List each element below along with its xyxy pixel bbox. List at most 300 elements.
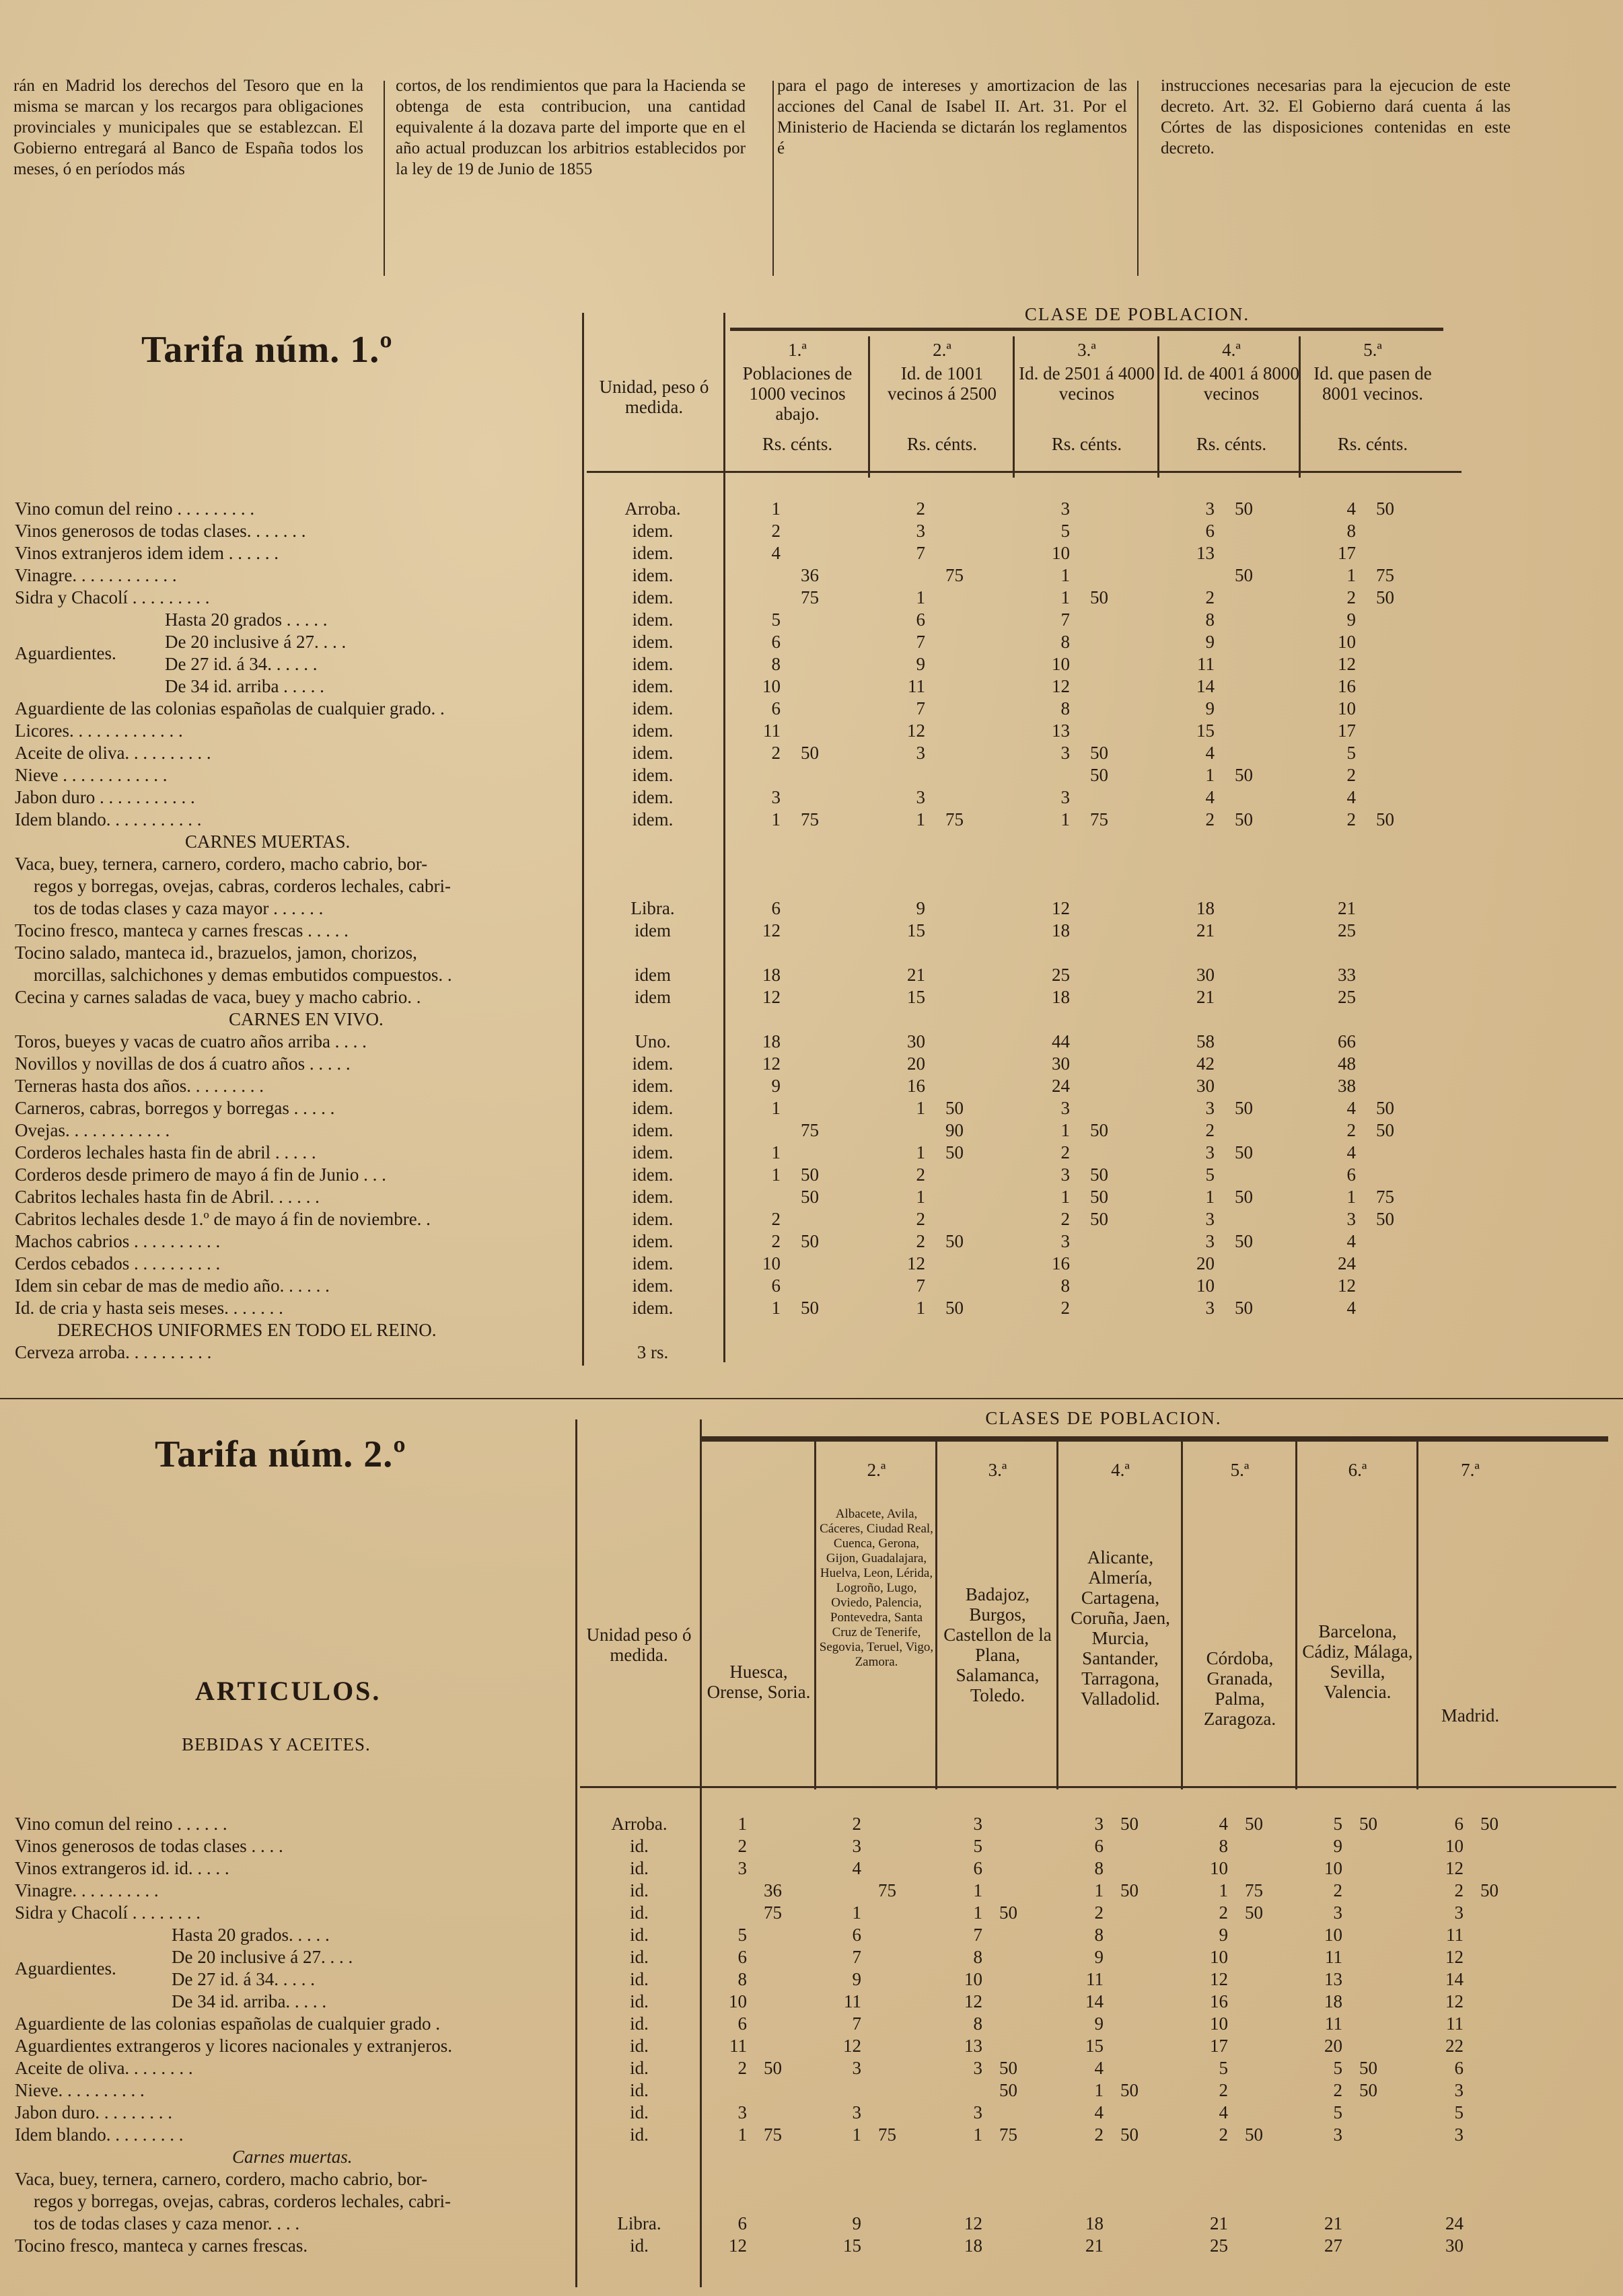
table-rule <box>575 1419 577 2287</box>
value-reales: 5 <box>1060 521 1070 541</box>
unit-cell: idem. <box>632 1187 674 1207</box>
row-label: Cerdos cebados . . . . . . . . . . <box>15 1253 221 1273</box>
value-reales: 2 <box>916 1164 925 1185</box>
value-reales: 11 <box>729 2036 747 2056</box>
value-reales: 1 <box>1219 1880 1228 1900</box>
row-label: Cecina y carnes saladas de vaca, buey y macho cabrio. . <box>15 987 421 1007</box>
unit-cell: id. <box>630 2124 649 2145</box>
unit-cell: idem <box>635 965 671 985</box>
value-centimos: 50 <box>1235 809 1253 829</box>
value-reales: 21 <box>1324 2213 1342 2233</box>
value-reales: 21 <box>1338 898 1356 918</box>
value-centimos: 50 <box>1090 1187 1108 1207</box>
row-label: Tocino fresco, manteca y carnes frescas. <box>15 2235 308 2256</box>
row-label: Id. de cria y hasta seis meses. . . . . . . <box>15 1298 283 1318</box>
unit-cell: Arroba. <box>611 1814 668 1834</box>
class-cities: Madrid. <box>1441 1705 1500 1726</box>
unit-cell: idem. <box>632 1231 674 1251</box>
unit-cell: idem. <box>632 1076 674 1096</box>
value-reales: 3 <box>1205 1142 1215 1162</box>
value-reales: 3 <box>916 787 925 807</box>
value-reales: 24 <box>1338 1253 1356 1273</box>
value-centimos: 50 <box>801 1164 819 1185</box>
row-label: Cerveza arroba. . . . . . . . . . <box>15 1342 212 1362</box>
value-reales: 2 <box>1205 587 1215 607</box>
value-reales: 1 <box>852 2124 861 2145</box>
value-reales: 16 <box>1338 676 1356 696</box>
value-reales: 9 <box>1094 1947 1104 1967</box>
row-label: De 27 id. á 34. . . . . <box>172 1969 315 1989</box>
value-reales: 3 <box>1060 787 1070 807</box>
value-centimos: 50 <box>1235 498 1253 519</box>
value-reales: 9 <box>1205 698 1215 718</box>
value-reales: 18 <box>1052 920 1070 940</box>
value-reales: 11 <box>1446 2013 1464 2034</box>
row-label: Aguardientes extrangeros y licores nacionales y extranjeros. <box>15 2036 453 2056</box>
value-centimos: 50 <box>801 1298 819 1318</box>
unit-cell: idem. <box>632 765 674 785</box>
value-centimos: 50 <box>1120 2124 1139 2145</box>
value-reales: 3 <box>1333 1902 1342 1923</box>
table-rule <box>723 313 725 1362</box>
row-label: Novillos y novillas de dos á cuatro años . . . . . <box>15 1053 351 1074</box>
value-reales: 66 <box>1338 1031 1356 1051</box>
value-reales: 21 <box>1196 920 1215 940</box>
class-number: 2.ª <box>867 1460 886 1480</box>
unit-cell: idem. <box>632 1253 674 1273</box>
value-reales: 3 <box>852 1836 861 1856</box>
value-reales: 1 <box>737 2124 747 2145</box>
unit-cell: idem. <box>632 565 674 585</box>
row-label: Hasta 20 grados. . . . . <box>172 1925 330 1945</box>
value-reales: 5 <box>1333 2058 1342 2078</box>
value-reales: 2 <box>916 498 925 519</box>
value-reales: 12 <box>762 920 781 940</box>
value-reales: 1 <box>973 1880 982 1900</box>
value-reales: 6 <box>771 632 781 652</box>
value-reales: 10 <box>1052 543 1070 563</box>
value-centimos: 50 <box>1480 1880 1499 1900</box>
table-rule <box>580 1786 1616 1788</box>
table-rule <box>814 1440 816 1789</box>
value-centimos: 50 <box>1359 2058 1377 2078</box>
class-number: 6.ª <box>1348 1460 1367 1480</box>
value-reales: 5 <box>1205 1164 1215 1185</box>
value-reales: 5 <box>1333 1814 1342 1834</box>
row-label: Idem blando. . . . . . . . . <box>15 2124 184 2145</box>
value-centimos: 50 <box>764 2058 782 2078</box>
currency-unit: Rs. cénts. <box>762 434 833 454</box>
row-label: Vinos generosos de todas clases . . . . <box>15 1836 283 1856</box>
value-reales: 7 <box>1060 609 1070 630</box>
value-reales: 3 <box>1205 1098 1215 1118</box>
value-centimos: 50 <box>1376 1098 1394 1118</box>
value-reales: 1 <box>771 1142 781 1162</box>
row-label: Machos cabrios . . . . . . . . . . <box>15 1231 221 1251</box>
unit-cell: id. <box>630 2080 649 2100</box>
value-reales: 25 <box>1052 965 1070 985</box>
class-cities: Albacete, Avila, Cáceres, Ciudad Real, Cuenca, Gerona, Gijon, Guadalajara, Huelva, Leon, Lérida, Logroño, Lugo, Oviedo, Palencia, Pontevedra, Santa Cruz de Tenerife, Segovia, Teruel, Vigo, Zamora. <box>819 1507 934 1669</box>
value-reales: 1 <box>771 1298 781 1318</box>
value-reales: 4 <box>1219 2102 1228 2122</box>
value-reales: 1 <box>916 1298 925 1318</box>
value-centimos: 50 <box>1235 1231 1253 1251</box>
value-reales: 2 <box>1346 765 1356 785</box>
value-centimos: 75 <box>1090 809 1108 829</box>
value-reales: 3 <box>737 1858 747 1878</box>
value-reales: 3 <box>1060 1231 1070 1251</box>
value-reales: 48 <box>1338 1053 1356 1074</box>
value-reales: 6 <box>737 2013 747 2034</box>
value-reales: 6 <box>1454 1814 1464 1834</box>
value-reales: 12 <box>1210 1969 1228 1989</box>
value-reales: 3 <box>1205 1231 1215 1251</box>
value-reales: 25 <box>1338 987 1356 1007</box>
table-rule <box>1157 336 1159 478</box>
value-reales: 3 <box>771 787 781 807</box>
value-reales: 10 <box>1052 654 1070 674</box>
value-centimos: 50 <box>1120 1814 1139 1834</box>
currency-unit: Rs. cénts. <box>1196 434 1267 454</box>
value-reales: 2 <box>771 521 781 541</box>
value-reales: 16 <box>1052 1253 1070 1273</box>
value-reales: 16 <box>907 1076 925 1096</box>
value-reales: 1 <box>1060 1187 1070 1207</box>
value-reales: 17 <box>1338 720 1356 741</box>
value-reales: 3 <box>1060 1098 1070 1118</box>
aguardientes-label: Aguardientes. <box>15 642 116 663</box>
class-cities: Córdoba, Granada, Palma, Zaragoza. <box>1203 1648 1276 1729</box>
value-reales: 2 <box>737 1836 747 1856</box>
value-reales: 2 <box>771 1231 781 1251</box>
value-reales: 1 <box>916 809 925 829</box>
value-reales: 9 <box>916 898 925 918</box>
value-reales: 9 <box>1219 1925 1228 1945</box>
value-reales: 4 <box>1205 743 1215 763</box>
value-reales: 8 <box>1094 1925 1104 1945</box>
value-reales: 8 <box>973 1947 982 1967</box>
value-reales: 6 <box>852 1925 861 1945</box>
bebidas-heading: BEBIDAS Y ACEITES. <box>182 1734 371 1754</box>
value-reales: 1 <box>1205 1187 1215 1207</box>
value-centimos: 50 <box>1120 2080 1139 2100</box>
value-reales: 15 <box>1196 720 1215 741</box>
class-description: Id. de 4001 á 8000 vecinos <box>1163 363 1299 404</box>
value-reales: 3 <box>916 743 925 763</box>
value-centimos: 50 <box>1235 1187 1253 1207</box>
unit-cell: idem. <box>632 609 674 630</box>
value-reales: 6 <box>1205 521 1215 541</box>
value-reales: 1 <box>771 809 781 829</box>
row-label: morcillas, salchichones y demas embutidos compuestos. . <box>34 965 452 985</box>
value-reales: 30 <box>1052 1053 1070 1074</box>
table-rule <box>730 328 1443 331</box>
currency-unit: Rs. cénts. <box>1337 434 1408 454</box>
row-label: Vino comun del reino . . . . . . <box>15 1814 227 1834</box>
currency-unit: Rs. cénts. <box>906 434 978 454</box>
value-reales: 3 <box>1060 498 1070 519</box>
top-text-col-4: instrucciones necesarias para la ejecucion de este decreto. Art. 32. El Gobierno dará cuenta á las Córtes de las disposiciones contenidas en este decreto. <box>1161 77 1511 157</box>
value-reales: 12 <box>1338 654 1356 674</box>
table-rule <box>1181 1440 1183 1789</box>
value-reales: 1 <box>771 498 781 519</box>
row-label: Carneros, cabras, borregos y borregas . . . . . <box>15 1098 335 1118</box>
value-reales: 14 <box>1445 1969 1464 1989</box>
value-reales: 7 <box>916 543 925 563</box>
value-reales: 8 <box>771 654 781 674</box>
value-reales: 2 <box>916 1231 925 1251</box>
unit-cell: idem. <box>632 743 674 763</box>
row-label: tos de todas clases y caza menor. . . . <box>34 2213 300 2233</box>
unit-cell: idem. <box>632 1275 674 1296</box>
tarifa-1-title: Tarifa núm. 1.º <box>141 329 393 371</box>
value-reales: 5 <box>1219 2058 1228 2078</box>
class-description: Id. de 2501 á 4000 vecinos <box>1019 363 1155 404</box>
column-rule <box>384 81 385 276</box>
value-reales: 9 <box>852 2213 861 2233</box>
value-centimos: 50 <box>945 1142 964 1162</box>
value-reales: 6 <box>973 1858 982 1878</box>
value-reales: 4 <box>1346 1298 1356 1318</box>
value-reales: 6 <box>737 2213 747 2233</box>
value-reales: 27 <box>1324 2235 1342 2256</box>
value-reales: 13 <box>964 2036 982 2056</box>
value-reales: 2 <box>1094 2124 1104 2145</box>
value-reales: 12 <box>907 720 925 741</box>
value-reales: 3 <box>1094 1814 1104 1834</box>
value-centimos: 75 <box>999 2124 1017 2145</box>
row-label: Jabon duro. . . . . . . . . <box>15 2102 172 2122</box>
value-reales: 12 <box>1052 676 1070 696</box>
value-reales: 10 <box>1324 1925 1342 1945</box>
value-reales: 18 <box>964 2235 982 2256</box>
top-text-block <box>13 75 1511 230</box>
value-reales: 4 <box>852 1858 861 1878</box>
value-reales: 2 <box>1205 809 1215 829</box>
value-reales: 4 <box>1094 2058 1104 2078</box>
value-reales: 1 <box>1060 587 1070 607</box>
table-rule <box>587 471 1462 473</box>
value-reales: 10 <box>762 676 781 696</box>
value-reales: 5 <box>1333 2102 1342 2122</box>
value-reales: 12 <box>1445 1947 1464 1967</box>
value-centimos: 50 <box>1090 743 1108 763</box>
value-reales: 3 <box>1454 2080 1464 2100</box>
value-reales: 4 <box>1205 787 1215 807</box>
table-rule <box>1056 1440 1058 1789</box>
value-centimos: 50 <box>1235 765 1253 785</box>
row-label: Vino comun del reino . . . . . . . . . <box>15 498 255 519</box>
value-reales: 9 <box>1205 632 1215 652</box>
value-reales: 12 <box>964 1991 982 2011</box>
row-label: Vaca, buey, ternera, carnero, cordero, macho cabrio, bor- <box>15 854 428 874</box>
class-cities: Alicante, Almería, Cartagena, Coruña, Jaen, Murcia, Santander, Tarragona, Valladolid. <box>1071 1547 1170 1709</box>
unit-cell: id. <box>630 2036 649 2056</box>
section-title: CARNES EN VIVO. <box>229 1009 384 1029</box>
value-centimos: 50 <box>1090 587 1108 607</box>
value-reales: 2 <box>1219 1902 1228 1923</box>
unit-cell: idem. <box>632 1209 674 1229</box>
value-reales: 2 <box>771 743 781 763</box>
unit-cell: idem. <box>632 1098 674 1118</box>
value-centimos: 50 <box>1235 1142 1253 1162</box>
table-rule <box>1013 336 1015 478</box>
value-reales: 20 <box>907 1053 925 1074</box>
value-reales: 21 <box>907 965 925 985</box>
value-reales: 11 <box>1446 1925 1464 1945</box>
unit-cell: id. <box>630 1925 649 1945</box>
value-reales: 3 <box>916 521 925 541</box>
value-reales: 1 <box>1060 565 1070 585</box>
row-label: Aguardiente de las colonias españolas de cualquier grado . <box>15 2013 441 2034</box>
value-reales: 6 <box>737 1947 747 1967</box>
value-reales: 2 <box>1346 1120 1356 1140</box>
value-reales: 12 <box>762 1053 781 1074</box>
value-reales: 15 <box>907 920 925 940</box>
value-reales: 2 <box>1060 1209 1070 1229</box>
row-label: Cabritos lechales hasta fin de Abril. . . . . . <box>15 1187 320 1207</box>
row-label: Vaca, buey, ternera, carnero, cordero, macho cabrio, bor- <box>15 2169 428 2189</box>
value-centimos: 50 <box>1090 1120 1108 1140</box>
value-reales: 42 <box>1196 1053 1215 1074</box>
value-reales: 2 <box>916 1209 925 1229</box>
value-reales: 15 <box>907 987 925 1007</box>
value-centimos: 50 <box>1235 1098 1253 1118</box>
class-number: 4.ª <box>1222 340 1241 360</box>
unit-cell: idem. <box>632 1120 674 1140</box>
row-label: Vinagre. . . . . . . . . . <box>15 1880 159 1900</box>
class-number: 5.ª <box>1363 340 1382 360</box>
value-reales: 2 <box>1219 2080 1228 2100</box>
value-reales: 6 <box>771 898 781 918</box>
value-centimos: 50 <box>1245 2124 1263 2145</box>
value-reales: 6 <box>771 698 781 718</box>
row-label: Idem sin cebar de mas de medio año. . . . . . <box>15 1275 330 1296</box>
table-rule <box>868 336 870 478</box>
value-reales: 1 <box>1094 1880 1104 1900</box>
value-reales: 1 <box>1094 2080 1104 2100</box>
value-reales: 8 <box>973 2013 982 2034</box>
value-centimos: 75 <box>1245 1880 1263 1900</box>
table-rule <box>0 1398 1623 1399</box>
class-number: 3.ª <box>1077 340 1096 360</box>
value-reales: 10 <box>762 1253 781 1273</box>
value-reales: 18 <box>762 1031 781 1051</box>
value-reales: 3 <box>1205 1298 1215 1318</box>
value-reales: 12 <box>907 1253 925 1273</box>
value-centimos: 50 <box>945 1098 964 1118</box>
row-label: Cabritos lechales desde 1.º de mayo á fin de noviembre. . <box>15 1209 431 1229</box>
class-number: 5.ª <box>1230 1460 1250 1480</box>
class-cities: Badajoz, Burgos, Castellon de la Plana, Salamanca, Toledo. <box>943 1584 1052 1705</box>
value-reales: 11 <box>763 720 781 741</box>
value-reales: 3 <box>1205 1209 1215 1229</box>
value-centimos: 50 <box>801 1187 819 1207</box>
value-reales: 2 <box>1060 1298 1070 1318</box>
value-reales: 10 <box>964 1969 982 1989</box>
unit-cell: id. <box>630 1836 649 1856</box>
value-reales: 4 <box>1346 787 1356 807</box>
class-cities: Barcelona, Cádiz, Málaga, Sevilla, Valencia. <box>1302 1621 1413 1702</box>
value-reales: 6 <box>1454 2058 1464 2078</box>
value-reales: 10 <box>1196 1275 1215 1296</box>
value-centimos: 50 <box>1235 565 1253 585</box>
unit-cell: id. <box>630 1991 649 2011</box>
row-label: Jabon duro . . . . . . . . . . . <box>15 787 195 807</box>
value-reales: 3 <box>973 1814 982 1834</box>
class-number: 2.ª <box>933 340 951 360</box>
value-reales: 1 <box>852 1902 861 1923</box>
aguardientes-label: Aguardientes. <box>15 1958 116 1978</box>
unit-cell: id. <box>630 1880 649 1900</box>
value-reales: 3 <box>1333 2124 1342 2145</box>
value-centimos: 90 <box>945 1120 964 1140</box>
value-reales: 12 <box>729 2235 747 2256</box>
value-centimos: 36 <box>764 1880 782 1900</box>
value-reales: 3 <box>852 2102 861 2122</box>
class-number: 4.ª <box>1111 1460 1130 1480</box>
unit-cell: idem. <box>632 521 674 541</box>
value-reales: 11 <box>1325 1947 1342 1967</box>
value-reales: 1 <box>1346 1187 1356 1207</box>
row-label: Nieve. . . . . . . . . . <box>15 2080 145 2100</box>
value-reales: 17 <box>1338 543 1356 563</box>
value-reales: 14 <box>1196 676 1215 696</box>
top-text-col-1: rán en Madrid los derechos del Tesoro que en la misma se marcan y los recargos para obligaciones provinciales y municipales que se establezcan. El Gobierno entregará al Banco de España todos los meses, ó en períodos más <box>13 77 363 178</box>
value-reales: 14 <box>1085 1991 1104 2011</box>
value-reales: 12 <box>1445 1991 1464 2011</box>
section-title: Carnes muertas. <box>232 2147 353 2167</box>
row-label: Tocino salado, manteca id., brazuelos, jamon, chorizos, <box>15 942 417 963</box>
value-reales: 4 <box>1346 1098 1356 1118</box>
value-reales: 15 <box>843 2235 861 2256</box>
value-centimos: 50 <box>945 1298 964 1318</box>
column-rule <box>772 81 774 276</box>
value-reales: 3 <box>973 2058 982 2078</box>
value-centimos: 50 <box>1376 498 1394 519</box>
row-label: Aceite de oliva. . . . . . . . . . <box>15 743 211 763</box>
value-reales: 30 <box>1196 1076 1215 1096</box>
unit-cell: idem. <box>632 587 674 607</box>
unit-cell: idem. <box>632 1053 674 1074</box>
value-reales: 3 <box>1454 1902 1464 1923</box>
value-reales: 7 <box>916 1275 925 1296</box>
value-reales: 11 <box>1197 654 1215 674</box>
value-reales: 21 <box>1210 2213 1228 2233</box>
value-reales: 7 <box>973 1925 982 1945</box>
value-reales: 5 <box>771 609 781 630</box>
value-reales: 2 <box>1333 2080 1342 2100</box>
row-label: De 20 inclusive á 27. . . . <box>165 632 347 652</box>
row-label: Vinagre. . . . . . . . . . . . <box>15 565 177 585</box>
value-reales: 2 <box>1219 2124 1228 2145</box>
value-reales: 12 <box>762 987 781 1007</box>
value-reales: 3 <box>1060 743 1070 763</box>
value-centimos: 50 <box>999 2058 1017 2078</box>
unit-cell: idem. <box>632 698 674 718</box>
unit-cell: idem. <box>632 1142 674 1162</box>
value-reales: 25 <box>1210 2235 1228 2256</box>
value-reales: 38 <box>1338 1076 1356 1096</box>
column-rule <box>1137 81 1139 276</box>
value-reales: 1 <box>771 1164 781 1185</box>
row-label: Hasta 20 grados . . . . . <box>165 609 328 630</box>
value-centimos: 75 <box>945 565 964 585</box>
value-reales: 1 <box>916 1142 925 1162</box>
value-reales: 30 <box>907 1031 925 1051</box>
value-centimos: 50 <box>1480 1814 1499 1834</box>
value-reales: 12 <box>843 2036 861 2056</box>
